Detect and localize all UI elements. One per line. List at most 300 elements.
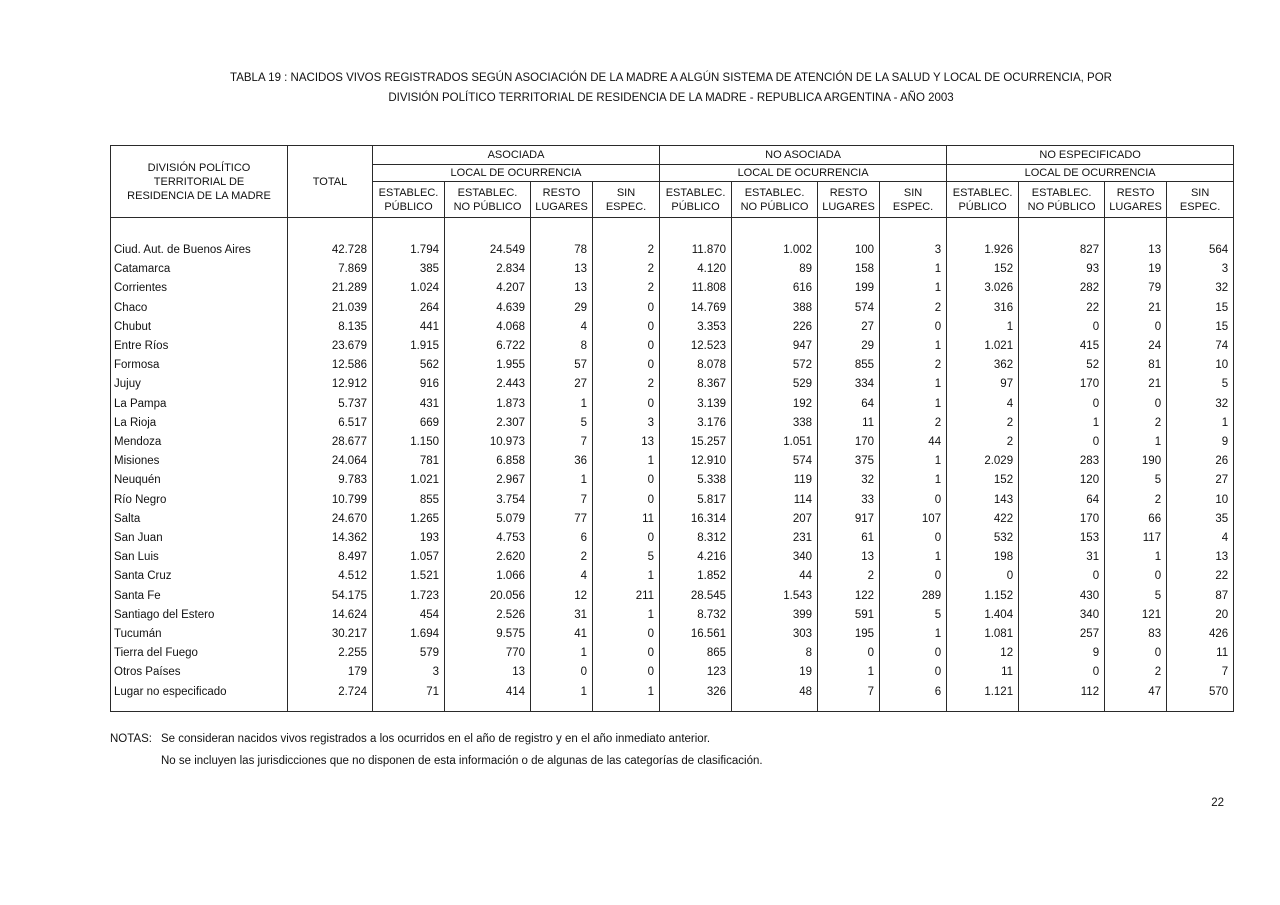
- cell-value: 14.769: [660, 299, 732, 318]
- cell-value: 0: [1019, 567, 1105, 586]
- cell-value: 0: [880, 318, 947, 337]
- cell-value: 170: [1019, 375, 1105, 394]
- column-header-establec-publico: ESTABLEC. PÚBLICO: [947, 182, 1019, 218]
- cell-value: 326: [660, 683, 732, 712]
- cell-value: 93: [1019, 260, 1105, 279]
- cell-value: 2: [947, 414, 1019, 433]
- cell-value: 0: [1105, 567, 1167, 586]
- cell-value: 1: [880, 625, 947, 644]
- cell-value: 10.973: [445, 433, 531, 452]
- cell-value: 1: [531, 644, 593, 663]
- cell-value: 12.523: [660, 337, 732, 356]
- cell-value: 591: [818, 606, 880, 625]
- cell-value: 3: [1167, 260, 1234, 279]
- cell-value: 4.216: [660, 548, 732, 567]
- cell-value: 57: [531, 356, 593, 375]
- column-header-total: TOTAL: [288, 146, 373, 218]
- row-label: San Luis: [111, 548, 288, 567]
- cell-value: 1: [593, 567, 660, 586]
- cell-value: 47: [1105, 683, 1167, 712]
- cell-value: 8.078: [660, 356, 732, 375]
- cell-value: 0: [593, 625, 660, 644]
- cell-value: 855: [818, 356, 880, 375]
- cell-value: 16.561: [660, 625, 732, 644]
- cell-value: 441: [373, 318, 445, 337]
- cell-value: 0: [593, 663, 660, 682]
- cell-value: 2: [1105, 663, 1167, 682]
- cell-value: 0: [880, 663, 947, 682]
- cell-value: 64: [818, 395, 880, 414]
- table-row: [111, 299, 1234, 318]
- cell-value: 199: [818, 279, 880, 298]
- cell-value: 6.858: [445, 452, 531, 471]
- cell-value: 5: [593, 548, 660, 567]
- table-row: [111, 625, 1234, 644]
- cell-value: 5: [531, 414, 593, 433]
- column-header-sin-espec: SIN ESPEC.: [880, 182, 947, 218]
- cell-value: 5: [1105, 587, 1167, 606]
- cell-value: 83: [1105, 625, 1167, 644]
- cell-value: 9.575: [445, 625, 531, 644]
- cell-value: 79: [1105, 279, 1167, 298]
- cell-value: 0: [593, 471, 660, 490]
- row-label: Otros Países: [111, 663, 288, 682]
- cell-value: 9.783: [288, 471, 373, 490]
- cell-value: 13: [818, 548, 880, 567]
- cell-value: 1: [593, 452, 660, 471]
- cell-value: 22: [1019, 299, 1105, 318]
- cell-value: 1.066: [445, 567, 531, 586]
- cell-value: 1.265: [373, 510, 445, 529]
- row-label: Santa Cruz: [111, 567, 288, 586]
- row-label: Misiones: [111, 452, 288, 471]
- cell-value: 1.024: [373, 279, 445, 298]
- row-label: San Juan: [111, 529, 288, 548]
- cell-value: 8: [531, 337, 593, 356]
- cell-value: 2.029: [947, 452, 1019, 471]
- cell-value: 2: [1105, 414, 1167, 433]
- cell-value: 1: [593, 606, 660, 625]
- cell-value: 10.799: [288, 491, 373, 510]
- cell-value: 179: [288, 663, 373, 682]
- column-header-establec-no-publico: ESTABLEC. NO PÚBLICO: [445, 182, 531, 218]
- cell-value: 399: [732, 606, 818, 625]
- cell-value: 24.670: [288, 510, 373, 529]
- cell-value: 61: [818, 529, 880, 548]
- cell-value: 2.967: [445, 471, 531, 490]
- cell-value: 77: [531, 510, 593, 529]
- cell-value: 1.723: [373, 587, 445, 606]
- cell-value: 6: [880, 683, 947, 712]
- row-label: Jujuy: [111, 375, 288, 394]
- cell-value: 66: [1105, 510, 1167, 529]
- cell-value: 2: [880, 356, 947, 375]
- cell-value: 1: [880, 375, 947, 394]
- cell-value: 19: [1105, 260, 1167, 279]
- table-title: [110, 0, 1232, 108]
- cell-value: 1.121: [947, 683, 1019, 712]
- cell-value: 947: [732, 337, 818, 356]
- cell-value: 5: [880, 606, 947, 625]
- table-row: [111, 683, 1234, 712]
- cell-value: 2: [593, 375, 660, 394]
- cell-value: 32: [1167, 279, 1234, 298]
- cell-value: 36: [531, 452, 593, 471]
- cell-value: 26: [1167, 452, 1234, 471]
- cell-value: 122: [818, 587, 880, 606]
- cell-value: 152: [947, 471, 1019, 490]
- cell-value: 1.152: [947, 587, 1019, 606]
- cell-value: 1: [880, 395, 947, 414]
- row-label: Entre Ríos: [111, 337, 288, 356]
- cell-value: 5: [1105, 471, 1167, 490]
- cell-value: 7: [818, 683, 880, 712]
- cell-value: 0: [818, 644, 880, 663]
- cell-value: 10: [1167, 356, 1234, 375]
- cell-value: 562: [373, 356, 445, 375]
- table-row: [111, 279, 1234, 298]
- cell-value: 2: [593, 218, 660, 261]
- table-row: [111, 548, 1234, 567]
- cell-value: 198: [947, 548, 1019, 567]
- cell-value: 121: [1105, 606, 1167, 625]
- cell-value: 2.255: [288, 644, 373, 663]
- row-label: Santa Fe: [111, 587, 288, 606]
- cell-value: 5.338: [660, 471, 732, 490]
- cell-value: 5.737: [288, 395, 373, 414]
- cell-value: 1: [880, 452, 947, 471]
- table-row: [111, 452, 1234, 471]
- cell-value: 16.314: [660, 510, 732, 529]
- cell-value: 2.443: [445, 375, 531, 394]
- cell-value: 20: [1167, 606, 1234, 625]
- cell-value: 1: [880, 337, 947, 356]
- cell-value: 2.526: [445, 606, 531, 625]
- cell-value: 1.150: [373, 433, 445, 452]
- stats-table: [110, 145, 1234, 712]
- cell-value: 1.852: [660, 567, 732, 586]
- cell-value: 1.926: [947, 218, 1019, 261]
- table-row: [111, 318, 1234, 337]
- cell-value: 2: [1105, 491, 1167, 510]
- table-row: [111, 356, 1234, 375]
- cell-value: 11: [593, 510, 660, 529]
- cell-value: 0: [593, 529, 660, 548]
- cell-value: 107: [880, 510, 947, 529]
- cell-value: 532: [947, 529, 1019, 548]
- cell-value: 4: [1167, 529, 1234, 548]
- cell-value: 114: [732, 491, 818, 510]
- cell-value: 1: [880, 548, 947, 567]
- row-label: Formosa: [111, 356, 288, 375]
- cell-value: 120: [1019, 471, 1105, 490]
- cell-value: 5.817: [660, 491, 732, 510]
- table-row: [111, 567, 1234, 586]
- cell-value: 22: [1167, 567, 1234, 586]
- cell-value: 917: [818, 510, 880, 529]
- table-row: [111, 587, 1234, 606]
- row-label: Salta: [111, 510, 288, 529]
- cell-value: 3.754: [445, 491, 531, 510]
- cell-value: 9: [1167, 433, 1234, 452]
- cell-value: 4.512: [288, 567, 373, 586]
- cell-value: 6.722: [445, 337, 531, 356]
- cell-value: 14.624: [288, 606, 373, 625]
- table-header: [111, 146, 1234, 218]
- cell-value: 42.728: [288, 218, 373, 261]
- cell-value: 827: [1019, 218, 1105, 261]
- cell-value: 572: [732, 356, 818, 375]
- cell-value: 1.955: [445, 356, 531, 375]
- cell-value: 7.869: [288, 260, 373, 279]
- cell-value: 1: [1105, 548, 1167, 567]
- table-row: [111, 218, 1234, 261]
- cell-value: 0: [880, 529, 947, 548]
- cell-value: 362: [947, 356, 1019, 375]
- cell-value: 12: [531, 587, 593, 606]
- table-row: [111, 414, 1234, 433]
- cell-value: 564: [1167, 218, 1234, 261]
- cell-value: 916: [373, 375, 445, 394]
- row-label: La Rioja: [111, 414, 288, 433]
- cell-value: 1.002: [732, 218, 818, 261]
- cell-value: 24: [1105, 337, 1167, 356]
- cell-value: 31: [1019, 548, 1105, 567]
- column-header-sin-espec: SIN ESPEC.: [1167, 182, 1234, 218]
- table-container: [110, 145, 1233, 712]
- cell-value: 192: [732, 395, 818, 414]
- notes-label: NOTAS:: [110, 732, 152, 745]
- cell-value: 28.677: [288, 433, 373, 452]
- cell-value: 669: [373, 414, 445, 433]
- cell-value: 579: [373, 644, 445, 663]
- cell-value: 0: [593, 491, 660, 510]
- cell-value: 1: [818, 663, 880, 682]
- cell-value: 13: [1167, 548, 1234, 567]
- cell-value: 5: [1167, 375, 1234, 394]
- cell-value: 89: [732, 260, 818, 279]
- cell-value: 24.549: [445, 218, 531, 261]
- cell-value: 4: [947, 395, 1019, 414]
- table-row: [111, 491, 1234, 510]
- table-row: [111, 433, 1234, 452]
- cell-value: 1: [880, 279, 947, 298]
- subheader-local-ocurrencia-2: LOCAL DE OCURRENCIA: [660, 165, 947, 182]
- cell-value: 430: [1019, 587, 1105, 606]
- cell-value: 170: [1019, 510, 1105, 529]
- cell-value: 7: [531, 433, 593, 452]
- cell-value: 574: [818, 299, 880, 318]
- cell-value: 2.724: [288, 683, 373, 712]
- cell-value: 6.517: [288, 414, 373, 433]
- cell-value: 11: [947, 663, 1019, 682]
- cell-value: 8.497: [288, 548, 373, 567]
- table-row: [111, 395, 1234, 414]
- cell-value: 11.870: [660, 218, 732, 261]
- cell-value: 119: [732, 471, 818, 490]
- cell-value: 64: [1019, 491, 1105, 510]
- cell-value: 1: [880, 471, 947, 490]
- cell-value: 1: [1167, 414, 1234, 433]
- table-row: [111, 510, 1234, 529]
- cell-value: 1: [1105, 433, 1167, 452]
- cell-value: 20.056: [445, 587, 531, 606]
- cell-value: 12.586: [288, 356, 373, 375]
- row-label: Santiago del Estero: [111, 606, 288, 625]
- cell-value: 81: [1105, 356, 1167, 375]
- cell-value: 21: [1105, 375, 1167, 394]
- cell-value: 303: [732, 625, 818, 644]
- cell-value: 117: [1105, 529, 1167, 548]
- cell-value: 4.753: [445, 529, 531, 548]
- cell-value: 52: [1019, 356, 1105, 375]
- cell-value: 0: [1019, 318, 1105, 337]
- cell-value: 9: [1019, 644, 1105, 663]
- cell-value: 1: [1019, 414, 1105, 433]
- cell-value: 770: [445, 644, 531, 663]
- cell-value: 30.217: [288, 625, 373, 644]
- cell-value: 153: [1019, 529, 1105, 548]
- cell-value: 0: [531, 663, 593, 682]
- cell-value: 1.021: [373, 471, 445, 490]
- cell-value: 44: [732, 567, 818, 586]
- cell-value: 71: [373, 683, 445, 712]
- cell-value: 3.026: [947, 279, 1019, 298]
- cell-value: 375: [818, 452, 880, 471]
- cell-value: 207: [732, 510, 818, 529]
- cell-value: 340: [1019, 606, 1105, 625]
- cell-value: 454: [373, 606, 445, 625]
- row-label: Tucumán: [111, 625, 288, 644]
- cell-value: 23.679: [288, 337, 373, 356]
- cell-value: 143: [947, 491, 1019, 510]
- cell-value: 123: [660, 663, 732, 682]
- cell-value: 1: [531, 471, 593, 490]
- cell-value: 1.873: [445, 395, 531, 414]
- cell-value: 283: [1019, 452, 1105, 471]
- cell-value: 0: [947, 567, 1019, 586]
- row-label: La Pampa: [111, 395, 288, 414]
- cell-value: 12: [947, 644, 1019, 663]
- cell-value: 14.362: [288, 529, 373, 548]
- cell-value: 27: [818, 318, 880, 337]
- cell-value: 21.039: [288, 299, 373, 318]
- cell-value: 3.139: [660, 395, 732, 414]
- cell-value: 316: [947, 299, 1019, 318]
- table-title-line1: TABLA 19 : NACIDOS VIVOS REGISTRADOS SEGÚN ASOCIACIÓN DE LA MADRE A ALGÚN SISTEMA DE ATENCIÓN DE LA SALUD Y LOCAL DE OCURRENCIA, POR: [230, 72, 1112, 84]
- group-header-asociada: ASOCIADA: [373, 146, 660, 165]
- row-label: Catamarca: [111, 260, 288, 279]
- column-header-division: [111, 146, 288, 218]
- column-header-resto-lugares: RESTO LUGARES: [818, 182, 880, 218]
- notes-line1: Se consideran nacidos vivos registrados a los ocurridos en el año de registro y en el año inmediato anterior.: [160, 732, 711, 745]
- row-label: Chubut: [111, 318, 288, 337]
- cell-value: 0: [1019, 395, 1105, 414]
- cell-value: 1: [531, 683, 593, 712]
- cell-value: 1.521: [373, 567, 445, 586]
- cell-value: 3: [373, 663, 445, 682]
- cell-value: 1.081: [947, 625, 1019, 644]
- cell-value: 1.021: [947, 337, 1019, 356]
- cell-value: 616: [732, 279, 818, 298]
- cell-value: 0: [593, 337, 660, 356]
- cell-value: 100: [818, 218, 880, 261]
- cell-value: 4.068: [445, 318, 531, 337]
- cell-value: 158: [818, 260, 880, 279]
- cell-value: 2: [593, 260, 660, 279]
- cell-value: 78: [531, 218, 593, 261]
- cell-value: 8.312: [660, 529, 732, 548]
- cell-value: 15.257: [660, 433, 732, 452]
- cell-value: 2: [593, 279, 660, 298]
- cell-value: 8.732: [660, 606, 732, 625]
- cell-value: 21.289: [288, 279, 373, 298]
- cell-value: 1.057: [373, 548, 445, 567]
- table-row: [111, 606, 1234, 625]
- cell-value: 13: [445, 663, 531, 682]
- cell-value: 35: [1167, 510, 1234, 529]
- cell-value: 28.545: [660, 587, 732, 606]
- cell-value: 340: [732, 548, 818, 567]
- cell-value: 48: [732, 683, 818, 712]
- cell-value: 388: [732, 299, 818, 318]
- table-row: [111, 644, 1234, 663]
- cell-value: 4.639: [445, 299, 531, 318]
- cell-value: 1.694: [373, 625, 445, 644]
- cell-value: 2: [818, 567, 880, 586]
- table-row: [111, 260, 1234, 279]
- cell-value: 529: [732, 375, 818, 394]
- cell-value: 27: [1167, 471, 1234, 490]
- cell-value: 44: [880, 433, 947, 452]
- cell-value: 12.910: [660, 452, 732, 471]
- cell-value: 0: [1105, 395, 1167, 414]
- cell-value: 4.207: [445, 279, 531, 298]
- cell-value: 0: [593, 644, 660, 663]
- cell-value: 781: [373, 452, 445, 471]
- cell-value: 33: [818, 491, 880, 510]
- table-row: [111, 663, 1234, 682]
- cell-value: 2.620: [445, 548, 531, 567]
- cell-value: 1.794: [373, 218, 445, 261]
- column-header-establec-no-publico: ESTABLEC. NO PÚBLICO: [732, 182, 818, 218]
- cell-value: 0: [593, 395, 660, 414]
- cell-value: 41: [531, 625, 593, 644]
- cell-value: 15: [1167, 299, 1234, 318]
- row-label: Río Negro: [111, 491, 288, 510]
- cell-value: 152: [947, 260, 1019, 279]
- cell-value: 15: [1167, 318, 1234, 337]
- cell-value: 3: [880, 218, 947, 261]
- column-header-resto-lugares: RESTO LUGARES: [1105, 182, 1167, 218]
- cell-value: 385: [373, 260, 445, 279]
- cell-value: 338: [732, 414, 818, 433]
- notes-line2: No se incluyen las jurisdicciones que no disponen de esta información o de algunas de las categorías de clasificación.: [161, 754, 763, 767]
- cell-value: 74: [1167, 337, 1234, 356]
- cell-value: 27: [531, 375, 593, 394]
- cell-value: 6: [531, 529, 593, 548]
- cell-value: 2.834: [445, 260, 531, 279]
- cell-value: 226: [732, 318, 818, 337]
- table-row: [111, 471, 1234, 490]
- cell-value: 11.808: [660, 279, 732, 298]
- row-label: Mendoza: [111, 433, 288, 452]
- cell-value: 2: [947, 433, 1019, 452]
- cell-value: 13: [593, 433, 660, 452]
- cell-value: 7: [531, 491, 593, 510]
- cell-value: 0: [880, 644, 947, 663]
- cell-value: 3.353: [660, 318, 732, 337]
